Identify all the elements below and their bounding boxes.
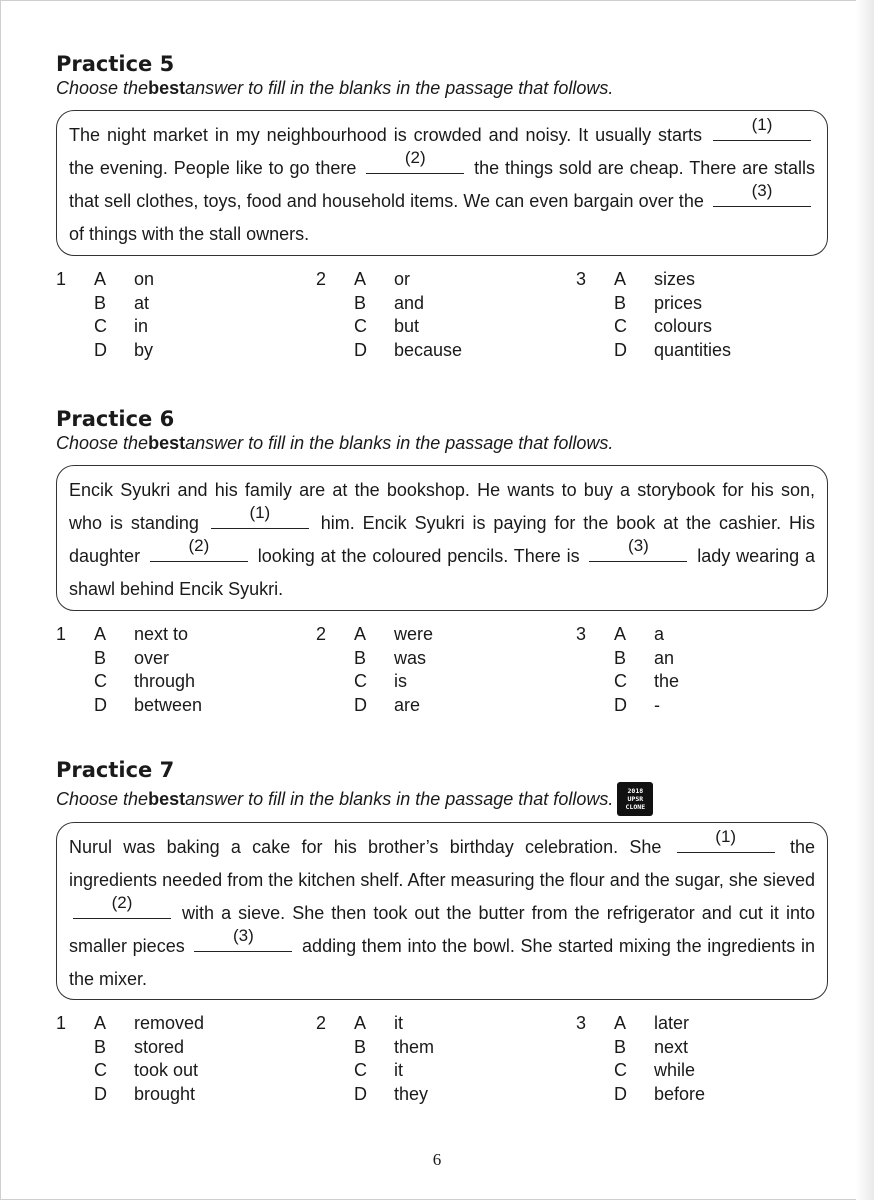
option-text: on [134, 269, 155, 289]
option-text: stored [134, 1036, 185, 1057]
answer-option[interactable] [614, 623, 679, 647]
answer-option[interactable] [354, 268, 462, 292]
question-number: 3 [576, 624, 587, 644]
option-letter: B [94, 292, 107, 313]
answer-option[interactable] [614, 1036, 705, 1060]
option-text: them [394, 1036, 435, 1057]
option-text: the [654, 671, 680, 691]
option-letter: D [354, 1083, 367, 1104]
option-letter: C [94, 316, 107, 336]
question-3 [576, 623, 679, 717]
answer-option[interactable] [614, 694, 679, 718]
answer-option[interactable] [354, 647, 433, 671]
fill-in-blank[interactable] [677, 827, 775, 853]
question-2 [316, 1012, 434, 1106]
option-text: next [654, 1036, 689, 1057]
question-number: 2 [316, 269, 327, 289]
answer-option[interactable] [94, 670, 202, 694]
answer-option[interactable] [94, 1036, 204, 1060]
answer-option[interactable] [614, 1059, 705, 1083]
question-1 [56, 1012, 204, 1106]
option-text: - [654, 694, 660, 715]
option-text: it [394, 1060, 403, 1080]
answer-option[interactable] [354, 292, 462, 316]
option-list [614, 1012, 705, 1106]
passage-box [56, 110, 828, 256]
section-instruction [56, 431, 828, 455]
practice-5-section [56, 52, 828, 360]
blank-number: (2) [188, 536, 210, 555]
section-title: Practice 6 [56, 407, 175, 431]
option-letter: C [94, 671, 107, 691]
option-text: colours [654, 316, 713, 336]
instruction-pre: Choose the [56, 789, 149, 809]
option-letter: A [614, 1013, 627, 1033]
option-letter: D [354, 339, 367, 360]
answer-options [56, 623, 828, 715]
option-text: they [394, 1083, 429, 1104]
question-3 [576, 1012, 705, 1106]
passage-text: Encik Syukri and his family are at the bookshop. He wants to buy a storybook for his son, who is standing [69, 480, 815, 533]
instruction-post: answer to fill in the blanks in the passage that follows. [185, 78, 614, 98]
badge-line: CLONE [625, 803, 646, 811]
upsr-clone-badge-icon [617, 782, 653, 816]
question-number: 2 [316, 1013, 327, 1033]
instruction-post: answer to fill in the blanks in the passage that follows. [185, 433, 614, 453]
question-number: 3 [576, 269, 587, 289]
option-letter: B [94, 1036, 107, 1057]
answer-option[interactable] [614, 268, 731, 292]
question-number: 2 [316, 624, 327, 644]
option-text: later [654, 1013, 690, 1033]
answer-option[interactable] [94, 315, 154, 339]
blank-number: (2) [404, 148, 426, 167]
option-letter: A [94, 624, 107, 644]
option-list [614, 268, 731, 362]
passage-text: him. Encik Syukri is paying for the book at the cashier. His daughter [69, 513, 815, 566]
section-title: Practice 7 [56, 758, 175, 782]
fill-in-blank[interactable] [589, 536, 687, 562]
blank-number: (2) [111, 893, 133, 912]
answer-option[interactable] [94, 292, 154, 316]
option-text: took out [134, 1060, 199, 1080]
question-2 [316, 623, 433, 717]
option-letter: D [354, 694, 367, 715]
instruction-bold: best [148, 78, 186, 98]
blank-number: (3) [751, 181, 773, 200]
option-list [354, 623, 433, 717]
question-number: 3 [576, 1013, 587, 1033]
option-text: prices [654, 292, 703, 313]
answer-option[interactable] [94, 1012, 204, 1036]
option-letter: D [94, 339, 107, 360]
option-letter: D [614, 1083, 627, 1104]
option-text: quantities [654, 339, 732, 360]
fill-in-blank[interactable] [73, 893, 171, 919]
page-edge [856, 0, 874, 1200]
fill-in-blank[interactable] [194, 926, 292, 952]
answer-option[interactable] [354, 1083, 434, 1107]
passage-box [56, 822, 828, 1000]
option-text: because [394, 339, 463, 360]
option-text: an [654, 647, 675, 668]
option-text: in [134, 316, 149, 336]
question-1 [56, 268, 154, 362]
option-letter: B [94, 647, 107, 668]
option-letter: C [614, 1060, 627, 1080]
option-letter: D [94, 1083, 107, 1104]
answer-option[interactable] [354, 694, 433, 718]
blank-number: (3) [628, 536, 649, 555]
option-letter: C [354, 1060, 367, 1080]
answer-option[interactable] [94, 339, 154, 363]
question-number: 1 [56, 624, 67, 644]
option-text: at [134, 292, 150, 313]
page-number: 6 [432, 1150, 442, 1169]
option-text: over [134, 647, 170, 668]
option-letter: B [354, 647, 367, 668]
option-text: next to [134, 624, 189, 644]
fill-in-blank[interactable] [366, 148, 464, 174]
passage-text: lady wearing a shawl behind Encik Syukri. [69, 546, 815, 599]
blank-number: (1) [715, 827, 737, 846]
option-text: were [394, 624, 434, 644]
option-list [614, 623, 679, 717]
option-letter: B [354, 292, 367, 313]
option-text: are [394, 694, 421, 715]
answer-option[interactable] [354, 315, 462, 339]
instruction-pre: Choose the [56, 78, 149, 98]
answer-option[interactable] [354, 1012, 434, 1036]
option-letter: A [94, 269, 107, 289]
answer-options [56, 268, 828, 360]
option-text: while [654, 1060, 696, 1080]
answer-option[interactable] [614, 315, 731, 339]
option-letter: D [614, 339, 627, 360]
section-instruction [56, 782, 828, 816]
fill-in-blank[interactable] [713, 181, 811, 207]
option-letter: D [94, 694, 107, 715]
question-2 [316, 268, 462, 362]
answer-option[interactable] [354, 1059, 434, 1083]
option-letter: B [614, 1036, 627, 1057]
option-letter: C [354, 671, 367, 691]
passage-text: adding them into the bowl. She started mixing the ingredients in the mixer. [69, 936, 815, 989]
blank-number: (1) [249, 503, 271, 522]
section-instruction [56, 76, 828, 100]
answer-options [56, 1012, 828, 1104]
passage-text: the ingredients needed from the kitchen shelf. After measuring the flour and the sugar, she sieved [69, 837, 815, 890]
question-3 [576, 268, 731, 362]
option-text: between [134, 694, 203, 715]
answer-option[interactable] [614, 670, 679, 694]
question-number: 1 [56, 269, 67, 289]
option-text: it [394, 1013, 403, 1033]
answer-option[interactable] [94, 1083, 204, 1107]
answer-option[interactable] [354, 339, 462, 363]
option-text: by [134, 339, 154, 360]
option-text: a [654, 624, 665, 644]
option-letter: D [614, 694, 627, 715]
option-text: or [394, 269, 411, 289]
option-letter: C [614, 671, 627, 691]
answer-option[interactable] [614, 339, 731, 363]
option-letter: A [94, 1013, 107, 1033]
blank-number: (3) [232, 926, 254, 945]
passage-text: the things sold are cheap. There are stalls that sell clothes, toys, food and household items. We can even bargain over the [69, 158, 815, 211]
answer-option[interactable] [354, 623, 433, 647]
section-title: Practice 5 [56, 52, 175, 76]
practice-6-section [56, 407, 828, 715]
blank-number: (1) [751, 115, 773, 134]
instruction-bold: best [148, 789, 186, 809]
passage-text: the evening. People like to go there [69, 158, 357, 178]
option-letter: B [614, 647, 627, 668]
fill-in-blank[interactable] [211, 503, 309, 529]
option-letter: C [94, 1060, 107, 1080]
answer-option[interactable] [94, 1059, 204, 1083]
badge-line: UPSR [627, 795, 644, 803]
option-text: before [654, 1083, 706, 1104]
option-text: through [134, 671, 196, 691]
option-list [94, 268, 154, 362]
option-letter: A [614, 624, 627, 644]
passage-box [56, 465, 828, 611]
option-letter: A [354, 269, 367, 289]
answer-option[interactable] [94, 694, 202, 718]
option-text: removed [134, 1013, 205, 1033]
answer-option[interactable] [94, 647, 202, 671]
option-text: but [394, 316, 420, 336]
answer-option[interactable] [614, 647, 679, 671]
passage-text: with a sieve. She then took out the butter from the refrigerator and cut it into smaller pieces [69, 903, 815, 956]
question-1 [56, 623, 202, 717]
option-text: and [394, 292, 425, 313]
option-list [94, 1012, 204, 1106]
passage-text: The night market in my neighbourhood is crowded and noisy. It usually starts [69, 125, 703, 145]
option-text: is [394, 671, 407, 691]
answer-option[interactable] [614, 1012, 705, 1036]
option-list [94, 623, 202, 717]
option-text: sizes [654, 269, 696, 289]
fill-in-blank[interactable] [713, 115, 811, 141]
fill-in-blank[interactable] [150, 536, 248, 562]
instruction-bold: best [148, 433, 186, 453]
answer-option[interactable] [94, 268, 154, 292]
instruction-post: answer to fill in the blanks in the passage that follows. [185, 789, 614, 809]
answer-option[interactable] [94, 623, 202, 647]
option-letter: C [614, 316, 627, 336]
option-text: was [394, 647, 427, 668]
option-letter: C [354, 316, 367, 336]
option-list [354, 268, 462, 362]
passage-text: Nurul was baking a cake for his brother’s birthday celebration. She [69, 837, 662, 857]
answer-option[interactable] [614, 1083, 705, 1107]
answer-option[interactable] [614, 292, 731, 316]
answer-option[interactable] [354, 1036, 434, 1060]
answer-option[interactable] [354, 670, 433, 694]
practice-7-section [56, 758, 828, 1104]
option-list [354, 1012, 434, 1106]
badge-line: 2018 [627, 787, 644, 795]
option-letter: B [614, 292, 627, 313]
question-number: 1 [56, 1013, 67, 1033]
passage-text: looking at the coloured pencils. There is [257, 546, 580, 566]
instruction-pre: Choose the [56, 433, 149, 453]
option-letter: A [614, 269, 627, 289]
option-letter: B [354, 1036, 367, 1057]
option-letter: A [354, 624, 367, 644]
option-letter: A [354, 1013, 367, 1033]
passage-text: of things with the stall owners. [69, 224, 310, 244]
option-text: brought [134, 1083, 196, 1104]
